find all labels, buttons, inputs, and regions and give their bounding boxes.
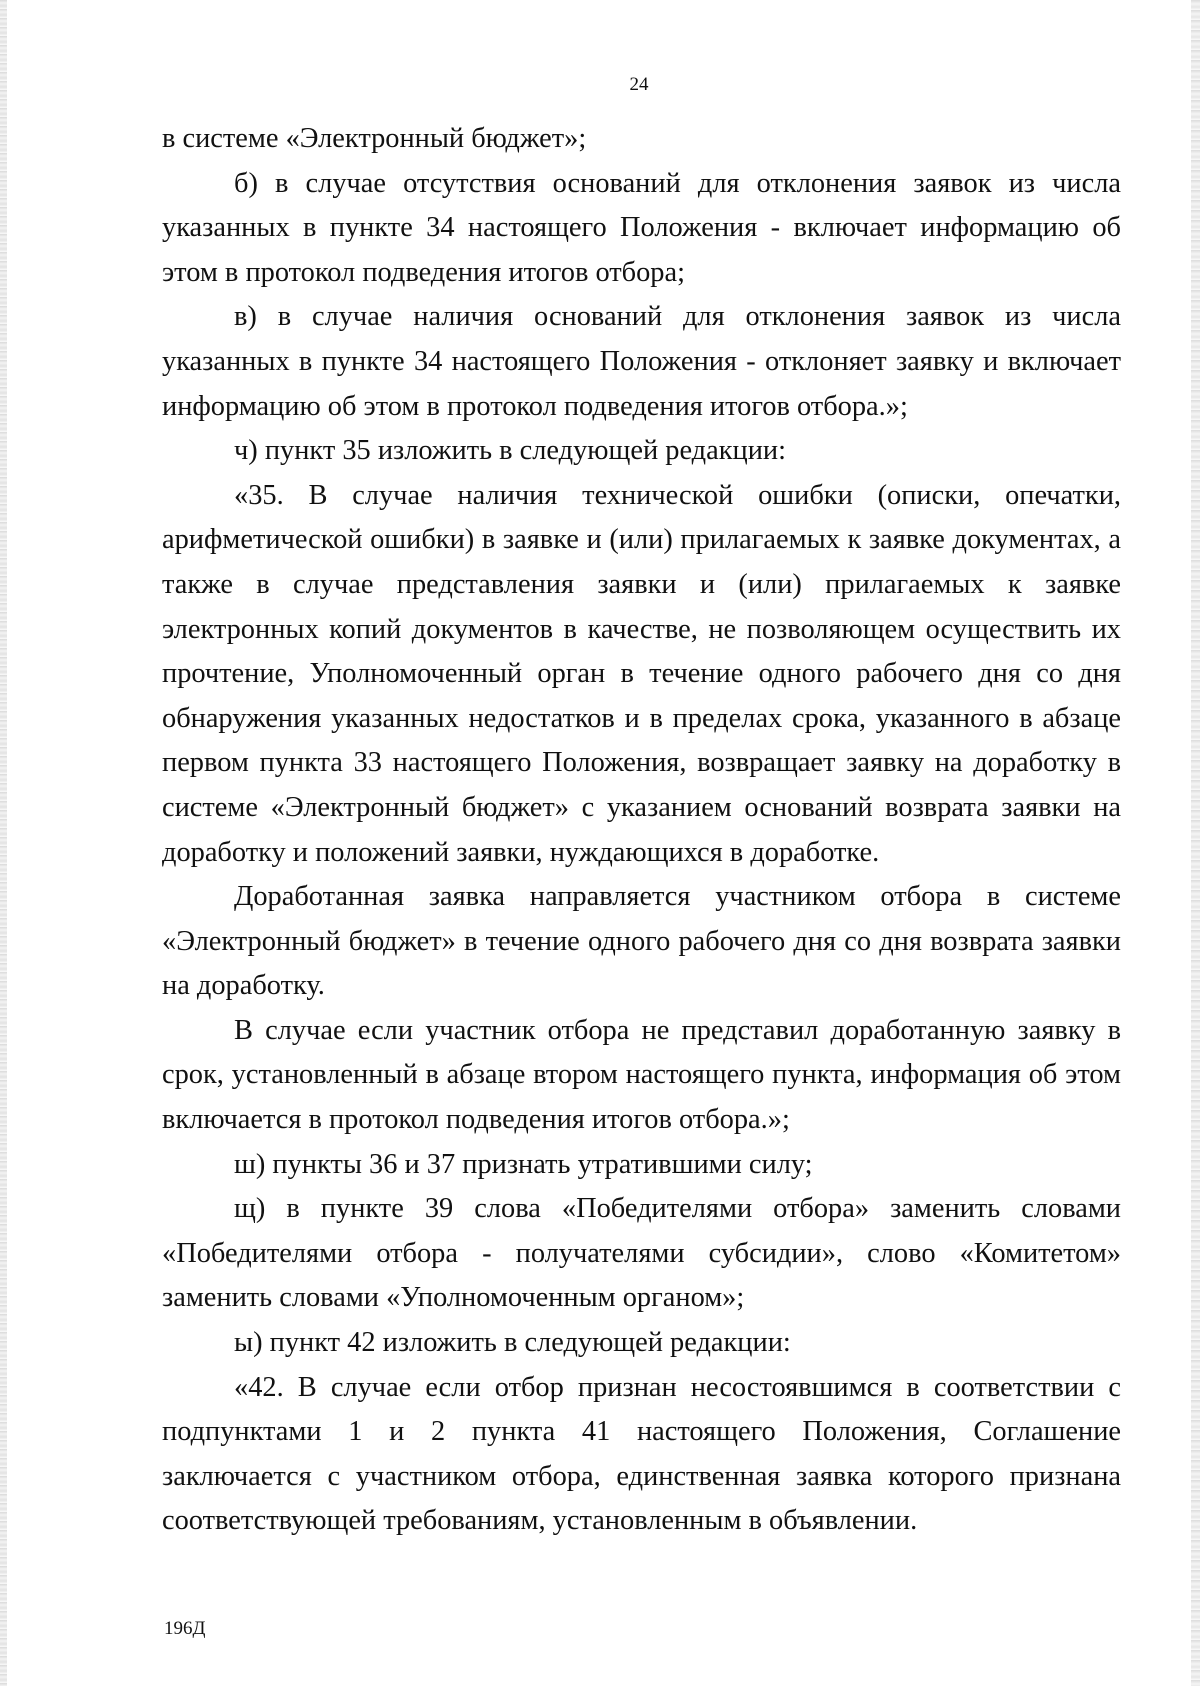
scan-edge-left bbox=[0, 0, 7, 1686]
paragraph-item-sh: ш) пункты 36 и 37 признать утратившими силу; bbox=[234, 1148, 813, 1180]
document-body bbox=[162, 117, 1121, 1544]
paragraph-item-ch: ч) пункт 35 изложить в следующей редакции: bbox=[234, 435, 786, 467]
scan-edge-right bbox=[1191, 0, 1200, 1686]
paragraph-clause-35: «35. В случае наличия технической ошибки (описки, опечатки, арифметической ошибки) в заявке и (или) прилагаемых к заявке документах, а также в случае представления заявки и (или) прилагаемых к заявке электронных копий документов в качестве, не позволяющем осуществить их прочтение, Уполномоченный орган в течение одного рабочего дня со дня обнаружения указанных недостатков и в пределах срока, указанного в абзаце первом пункта 33 настоящего Положения, возвращает заявку на доработку в системе «Электронный бюджет» с указанием оснований возврата заявки на доработку и положений заявки, нуждающихся в доработке. bbox=[162, 479, 1121, 868]
footer-code: 196Д bbox=[164, 1618, 206, 1639]
paragraph-clause-42: «42. В случае если отбор признан несостоявшимся в соответствии с подпунктами 1 и 2 пункта 41 настоящего Положения, Соглашение заключается с участником отбора, единственная заявка которого признана соответствующей требованиям, установленным в объявлении. bbox=[162, 1371, 1121, 1537]
paragraph-item-b: б) в случае отсутствия оснований для отклонения заявок из числа указанных в пункте 34 настоящего Положения - включает информацию об этом в протокол подведения итогов отбора; bbox=[162, 167, 1121, 288]
paragraph-clause-35-part-2: Доработанная заявка направляется участником отбора в системе «Электронный бюджет» в течение одного рабочего дня со дня возврата заявки на доработку. bbox=[162, 881, 1121, 1002]
paragraph-clause-35-part-3: В случае если участник отбора не представил доработанную заявку в срок, установленный в абзаце втором настоящего пункта, информация об этом включается в протокол подведения итогов отбора.»; bbox=[162, 1014, 1121, 1136]
page-number: 24 bbox=[629, 74, 649, 95]
paragraph-continuation: в системе «Электронный бюджет»; bbox=[162, 123, 587, 154]
paragraph-item-shch: щ) в пункте 39 слова «Победителями отбора» заменить словами «Победителями отбора - получателями субсидии», слово «Комитетом» заменить словами «Уполномоченным органом»; bbox=[162, 1193, 1121, 1314]
paragraph-item-v: в) в случае наличия оснований для отклонения заявок из числа указанных в пункте 34 настоящего Положения - отклоняет заявку и включает информацию об этом в протокол подведения итогов отбора.»; bbox=[162, 301, 1121, 422]
paragraph-item-y: ы) пункт 42 изложить в следующей редакции: bbox=[234, 1327, 791, 1359]
